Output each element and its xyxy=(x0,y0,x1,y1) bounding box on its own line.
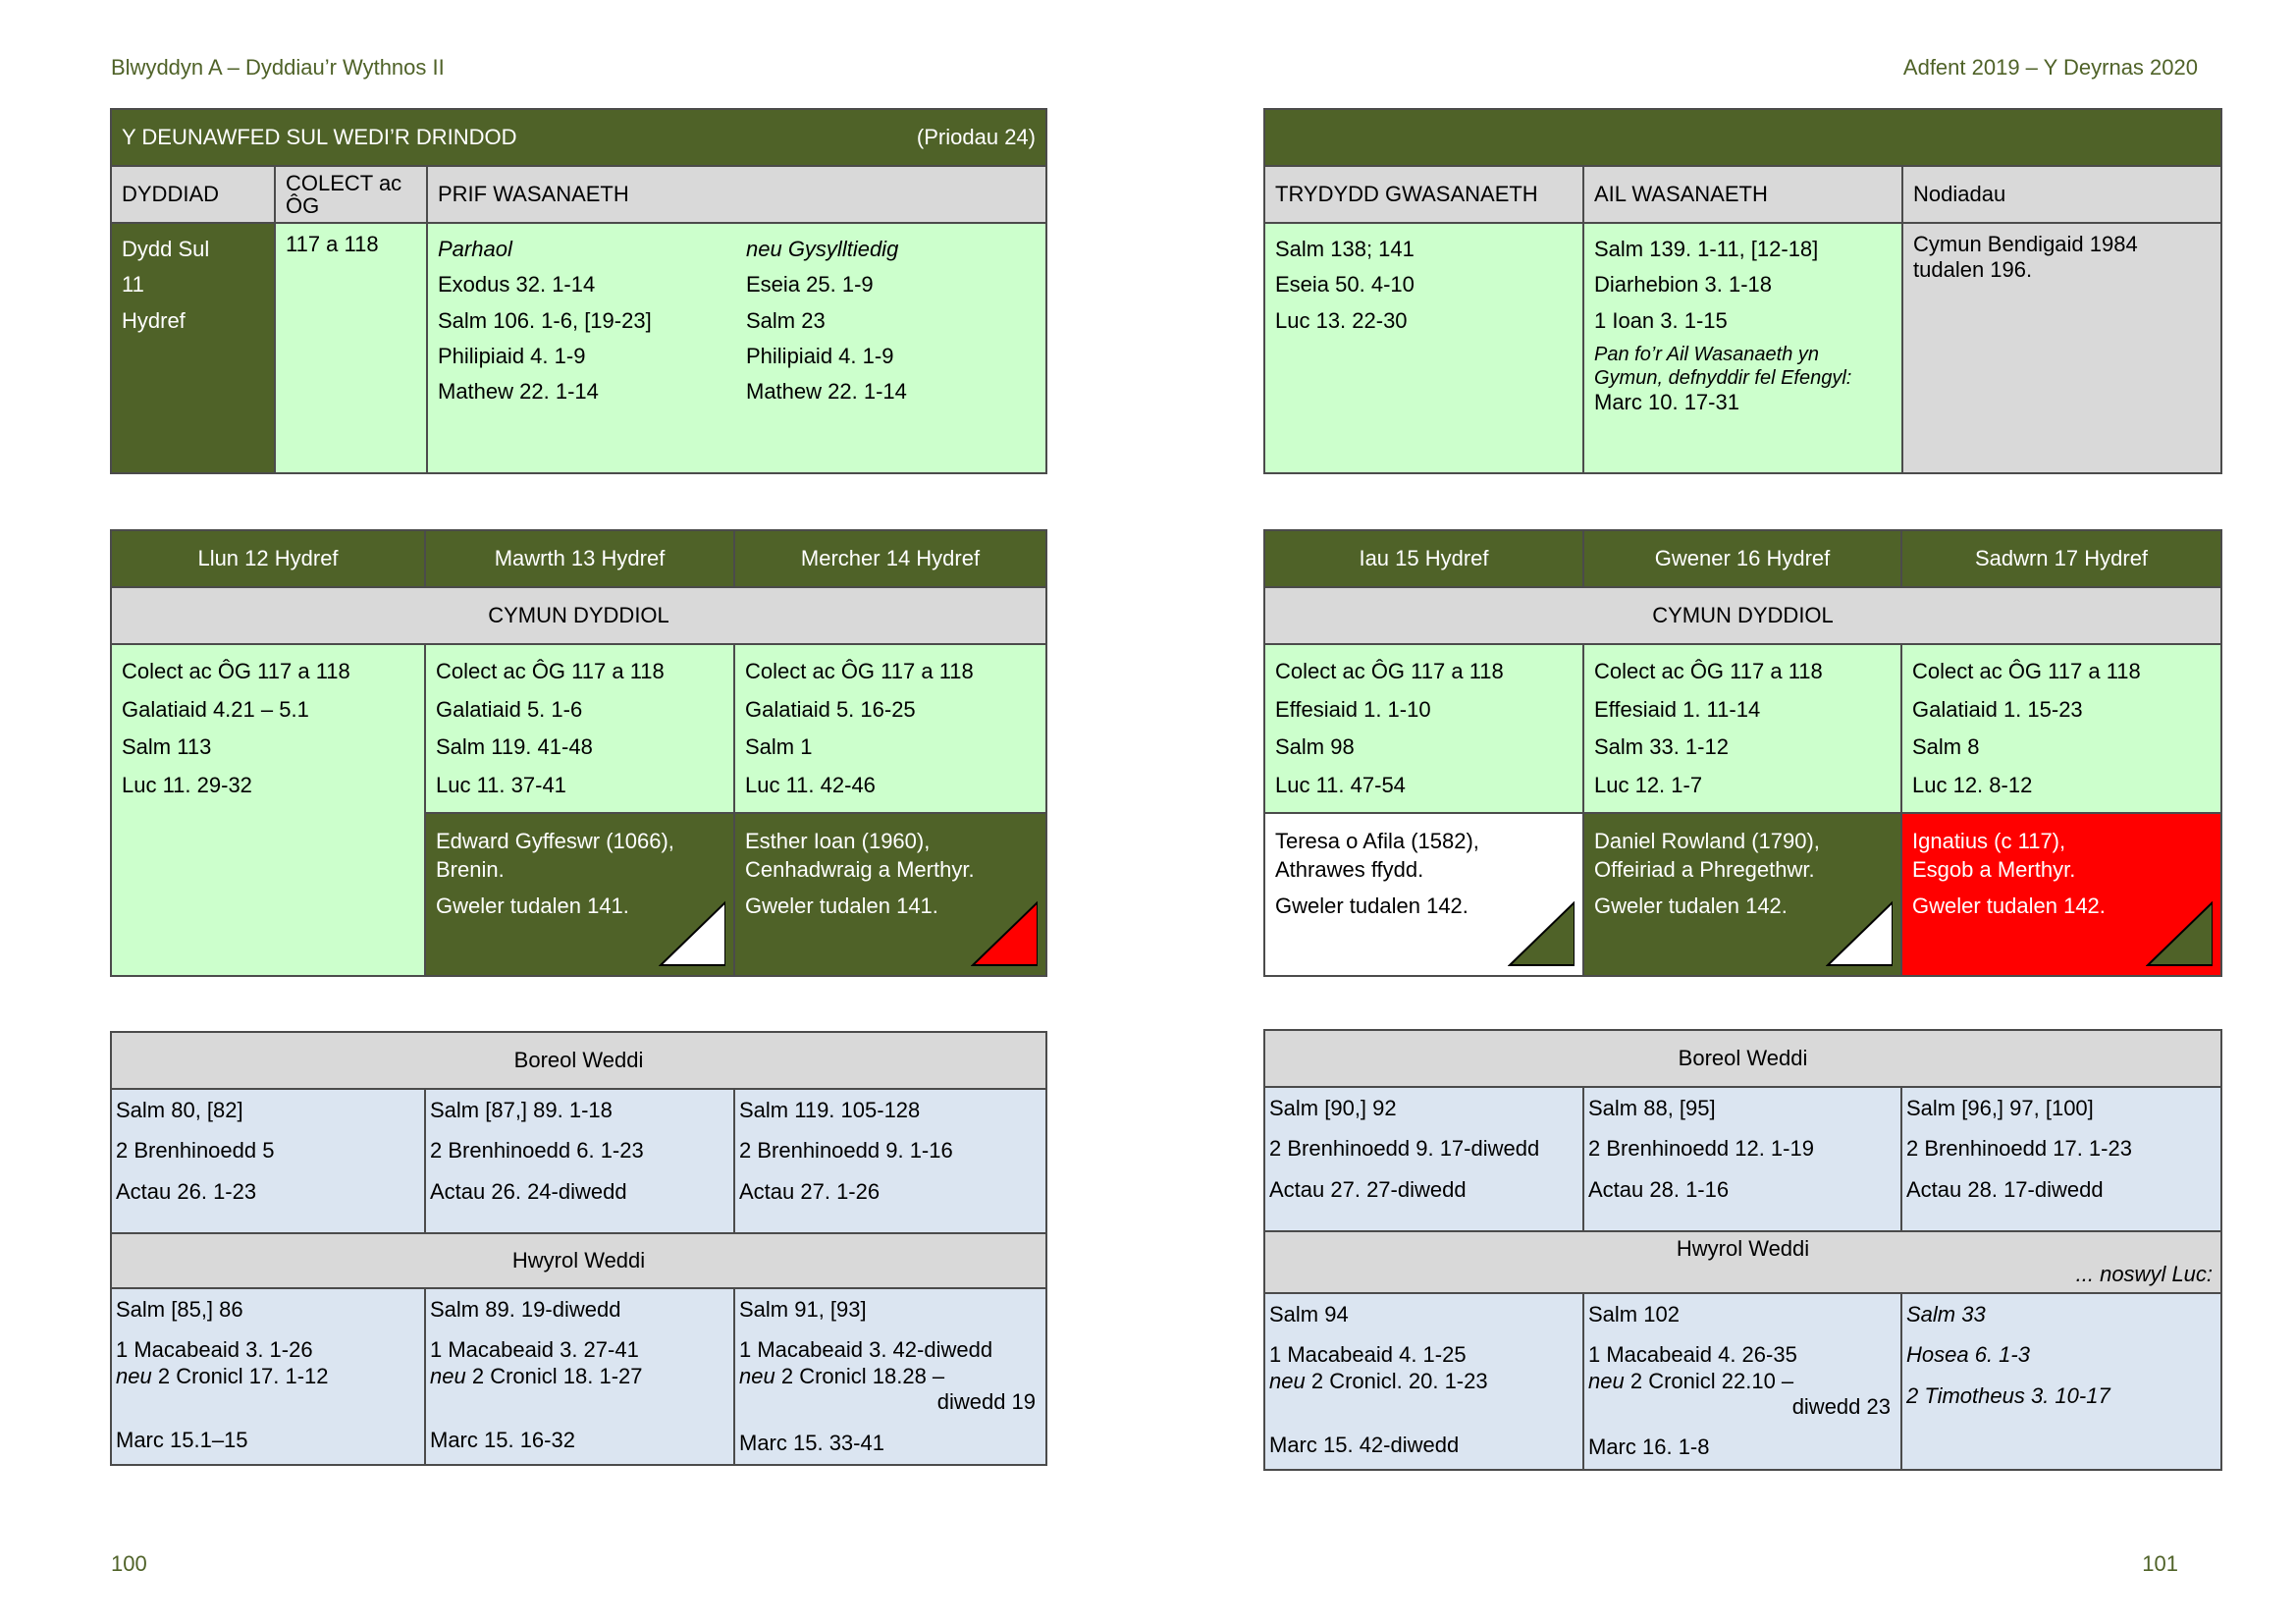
evening-wed: Salm 91, [93] 1 Macabeaid 3. 42-diwedd neu 2 Cronicl 18.28 – diwedd 19 Marc 15. 33-41 xyxy=(734,1288,1046,1465)
morning-prayer-label-right: Boreol Weddi xyxy=(1264,1030,2221,1087)
morning-fri: Salm 88, [95] 2 Brenhinoedd 12. 1-19 Actau 28. 1-16 xyxy=(1583,1087,1901,1231)
evening-thu: Salm 94 1 Macabeaid 4. 1-25 neu 2 Cronicl. 20. 1-23 Marc 15. 42-diwedd xyxy=(1264,1293,1583,1470)
readings-thu: Colect ac ÔG 117 a 118 Effesiaid 1. 1-10 Salm 98 Luc 11. 47-54 xyxy=(1264,644,1583,813)
evening-prayer-label-right: Hwyrol Weddi xyxy=(1676,1236,1810,1261)
col-date-header: DYDDIAD xyxy=(111,166,275,223)
day-header-wed: Mercher 14 Hydref xyxy=(734,530,1046,587)
green-corner-icon xyxy=(1508,900,1575,967)
white-corner-icon xyxy=(1826,900,1893,967)
second-service-note: Pan fo’r Ail Wasanaeth yn Gymun, defnyddir fel Efengyl: xyxy=(1594,343,1852,389)
sunday-proper: (Priodau 24) xyxy=(916,124,1036,149)
third-service: Salm 138; 141 Eseia 50. 4-10 Luc 13. 22-30 xyxy=(1264,223,1583,473)
morning-thu: Salm [90,] 92 2 Brenhinoedd 9. 17-diwedd Actau 27. 27-diwedd xyxy=(1264,1087,1583,1231)
second-service-gospel: Marc 10. 17-31 xyxy=(1594,389,1739,414)
principal-related: neu Gysylltiedig Eseia 25. 1-9 Salm 23 Philipiaid 4. 1-9 Mathew 22. 1-14 xyxy=(736,223,1046,473)
col-collect-header: COLECT ac ÔG xyxy=(275,166,427,223)
sunday-title-bar-blank xyxy=(1264,109,2221,166)
green-on-red-corner-icon xyxy=(2146,900,2213,967)
commemoration-wed: Esther Ioan (1960), Cenhadwraig a Merthyr. Gweler tudalen 141. xyxy=(734,813,1046,976)
lesser-festival-corner-icon xyxy=(659,900,725,967)
evening-prayer-bar-right xyxy=(1264,1231,2221,1293)
readings-mon: Colect ac ÔG 117 a 118 Galatiaid 4.21 – 5.1 Salm 113 Luc 11. 29-32 xyxy=(111,644,425,976)
morning-tue: Salm [87,] 89. 1-18 2 Brenhinoedd 6. 1-23 Actau 26. 24-diwedd xyxy=(425,1089,734,1233)
daily-eucharist-label-right: CYMUN DYDDIOL xyxy=(1264,587,2221,644)
day-header-sat: Sadwrn 17 Hydref xyxy=(1901,530,2221,587)
sunday-title: Y DEUNAWFED SUL WEDI’R DRINDOD xyxy=(122,124,517,149)
evening-fri: Salm 102 1 Macabeaid 4. 26-35 neu 2 Cronicl 22.10 – diwedd 23 Marc 16. 1-8 xyxy=(1583,1293,1901,1470)
col-principal-header: PRIF WASANAETH xyxy=(427,166,1046,223)
daily-table-left xyxy=(110,529,1047,977)
morning-wed: Salm 119. 105-128 2 Brenhinoedd 9. 1-16 Actau 27. 1-26 xyxy=(734,1089,1046,1233)
page-number-right: 101 xyxy=(2142,1551,2178,1576)
sunday-notes: Cymun Bendigaid 1984 tudalen 196. xyxy=(1902,223,2221,473)
morning-prayer-label: Boreol Weddi xyxy=(111,1032,1046,1089)
evening-mon: Salm [85,] 86 1 Macabeaid 3. 1-26 neu 2 Cronicl 17. 1-12 Marc 15.1–15 xyxy=(111,1288,425,1465)
principal-continuous: Parhaol Exodus 32. 1-14 Salm 106. 1-6, [19-23] Philipiaid 4. 1-9 Mathew 22. 1-14 xyxy=(427,223,736,473)
readings-tue: Colect ac ÔG 117 a 118 Galatiaid 5. 1-6 Salm 119. 41-48 Luc 11. 37-41 xyxy=(425,644,734,813)
morning-mon: Salm 80, [82] 2 Brenhinoedd 5 Actau 26. 1-23 xyxy=(111,1089,425,1233)
second-service: Salm 139. 1-11, [12-18] Diarhebion 3. 1-18 1 Ioan 3. 1-15 Pan fo’r Ail Wasanaeth yn Gymun, defnyddir fel Efengyl: Marc 10. 17-31 xyxy=(1583,223,1902,473)
luke-eve-note: ... noswyl Luc: xyxy=(2075,1262,2214,1287)
sunday-date: Dydd Sul 11 Hydref xyxy=(111,223,275,473)
sunday-table-right xyxy=(1263,108,2222,474)
office-table-left xyxy=(110,1031,1047,1466)
commemoration-thu: Teresa o Afila (1582), Athrawes ffydd. Gweler tudalen 142. xyxy=(1264,813,1583,976)
commemoration-tue: Edward Gyffeswr (1066), Brenin. Gweler tudalen 141. xyxy=(425,813,734,976)
sunday-collect: 117 a 118 xyxy=(275,223,427,473)
col-notes-header: Nodiadau xyxy=(1902,166,2221,223)
evening-prayer-label: Hwyrol Weddi xyxy=(111,1233,1046,1288)
day-header-fri: Gwener 16 Hydref xyxy=(1583,530,1901,587)
day-header-thu: Iau 15 Hydref xyxy=(1264,530,1583,587)
daily-table-right xyxy=(1263,529,2222,977)
commemoration-sat: Ignatius (c 117), Esgob a Merthyr. Gweler tudalen 142. xyxy=(1901,813,2221,976)
page-number-left: 100 xyxy=(111,1551,147,1576)
col-third-header: TRYDYDD GWASANAETH xyxy=(1264,166,1583,223)
day-header-mon: Llun 12 Hydref xyxy=(111,530,425,587)
evening-tue: Salm 89. 19-diwedd 1 Macabeaid 3. 27-41 neu 2 Cronicl 18. 1-27 Marc 15. 16-32 xyxy=(425,1288,734,1465)
evening-sat-luke-eve: Salm 33 Hosea 6. 1-3 2 Timotheus 3. 10-17 xyxy=(1901,1293,2221,1470)
martyr-corner-icon xyxy=(971,900,1038,967)
running-header-left: Blwyddyn A – Dyddiau’r Wythnos II xyxy=(111,55,445,80)
daily-eucharist-label: CYMUN DYDDIOL xyxy=(111,587,1046,644)
morning-sat: Salm [96,] 97, [100] 2 Brenhinoedd 17. 1-23 Actau 28. 17-diwedd xyxy=(1901,1087,2221,1231)
office-table-right xyxy=(1263,1029,2222,1471)
sunday-table-left xyxy=(110,108,1047,474)
running-header-right: Adfent 2019 – Y Deyrnas 2020 xyxy=(1902,55,2198,80)
readings-fri: Colect ac ÔG 117 a 118 Effesiaid 1. 11-14 Salm 33. 1-12 Luc 12. 1-7 xyxy=(1583,644,1901,813)
readings-wed: Colect ac ÔG 117 a 118 Galatiaid 5. 16-25 Salm 1 Luc 11. 42-46 xyxy=(734,644,1046,813)
day-header-tue: Mawrth 13 Hydref xyxy=(425,530,734,587)
commemoration-fri: Daniel Rowland (1790), Offeiriad a Phregethwr. Gweler tudalen 142. xyxy=(1583,813,1901,976)
sunday-title-bar xyxy=(111,109,1046,166)
col-second-header: AIL WASANAETH xyxy=(1583,166,1902,223)
readings-sat: Colect ac ÔG 117 a 118 Galatiaid 1. 15-23 Salm 8 Luc 12. 8-12 xyxy=(1901,644,2221,813)
